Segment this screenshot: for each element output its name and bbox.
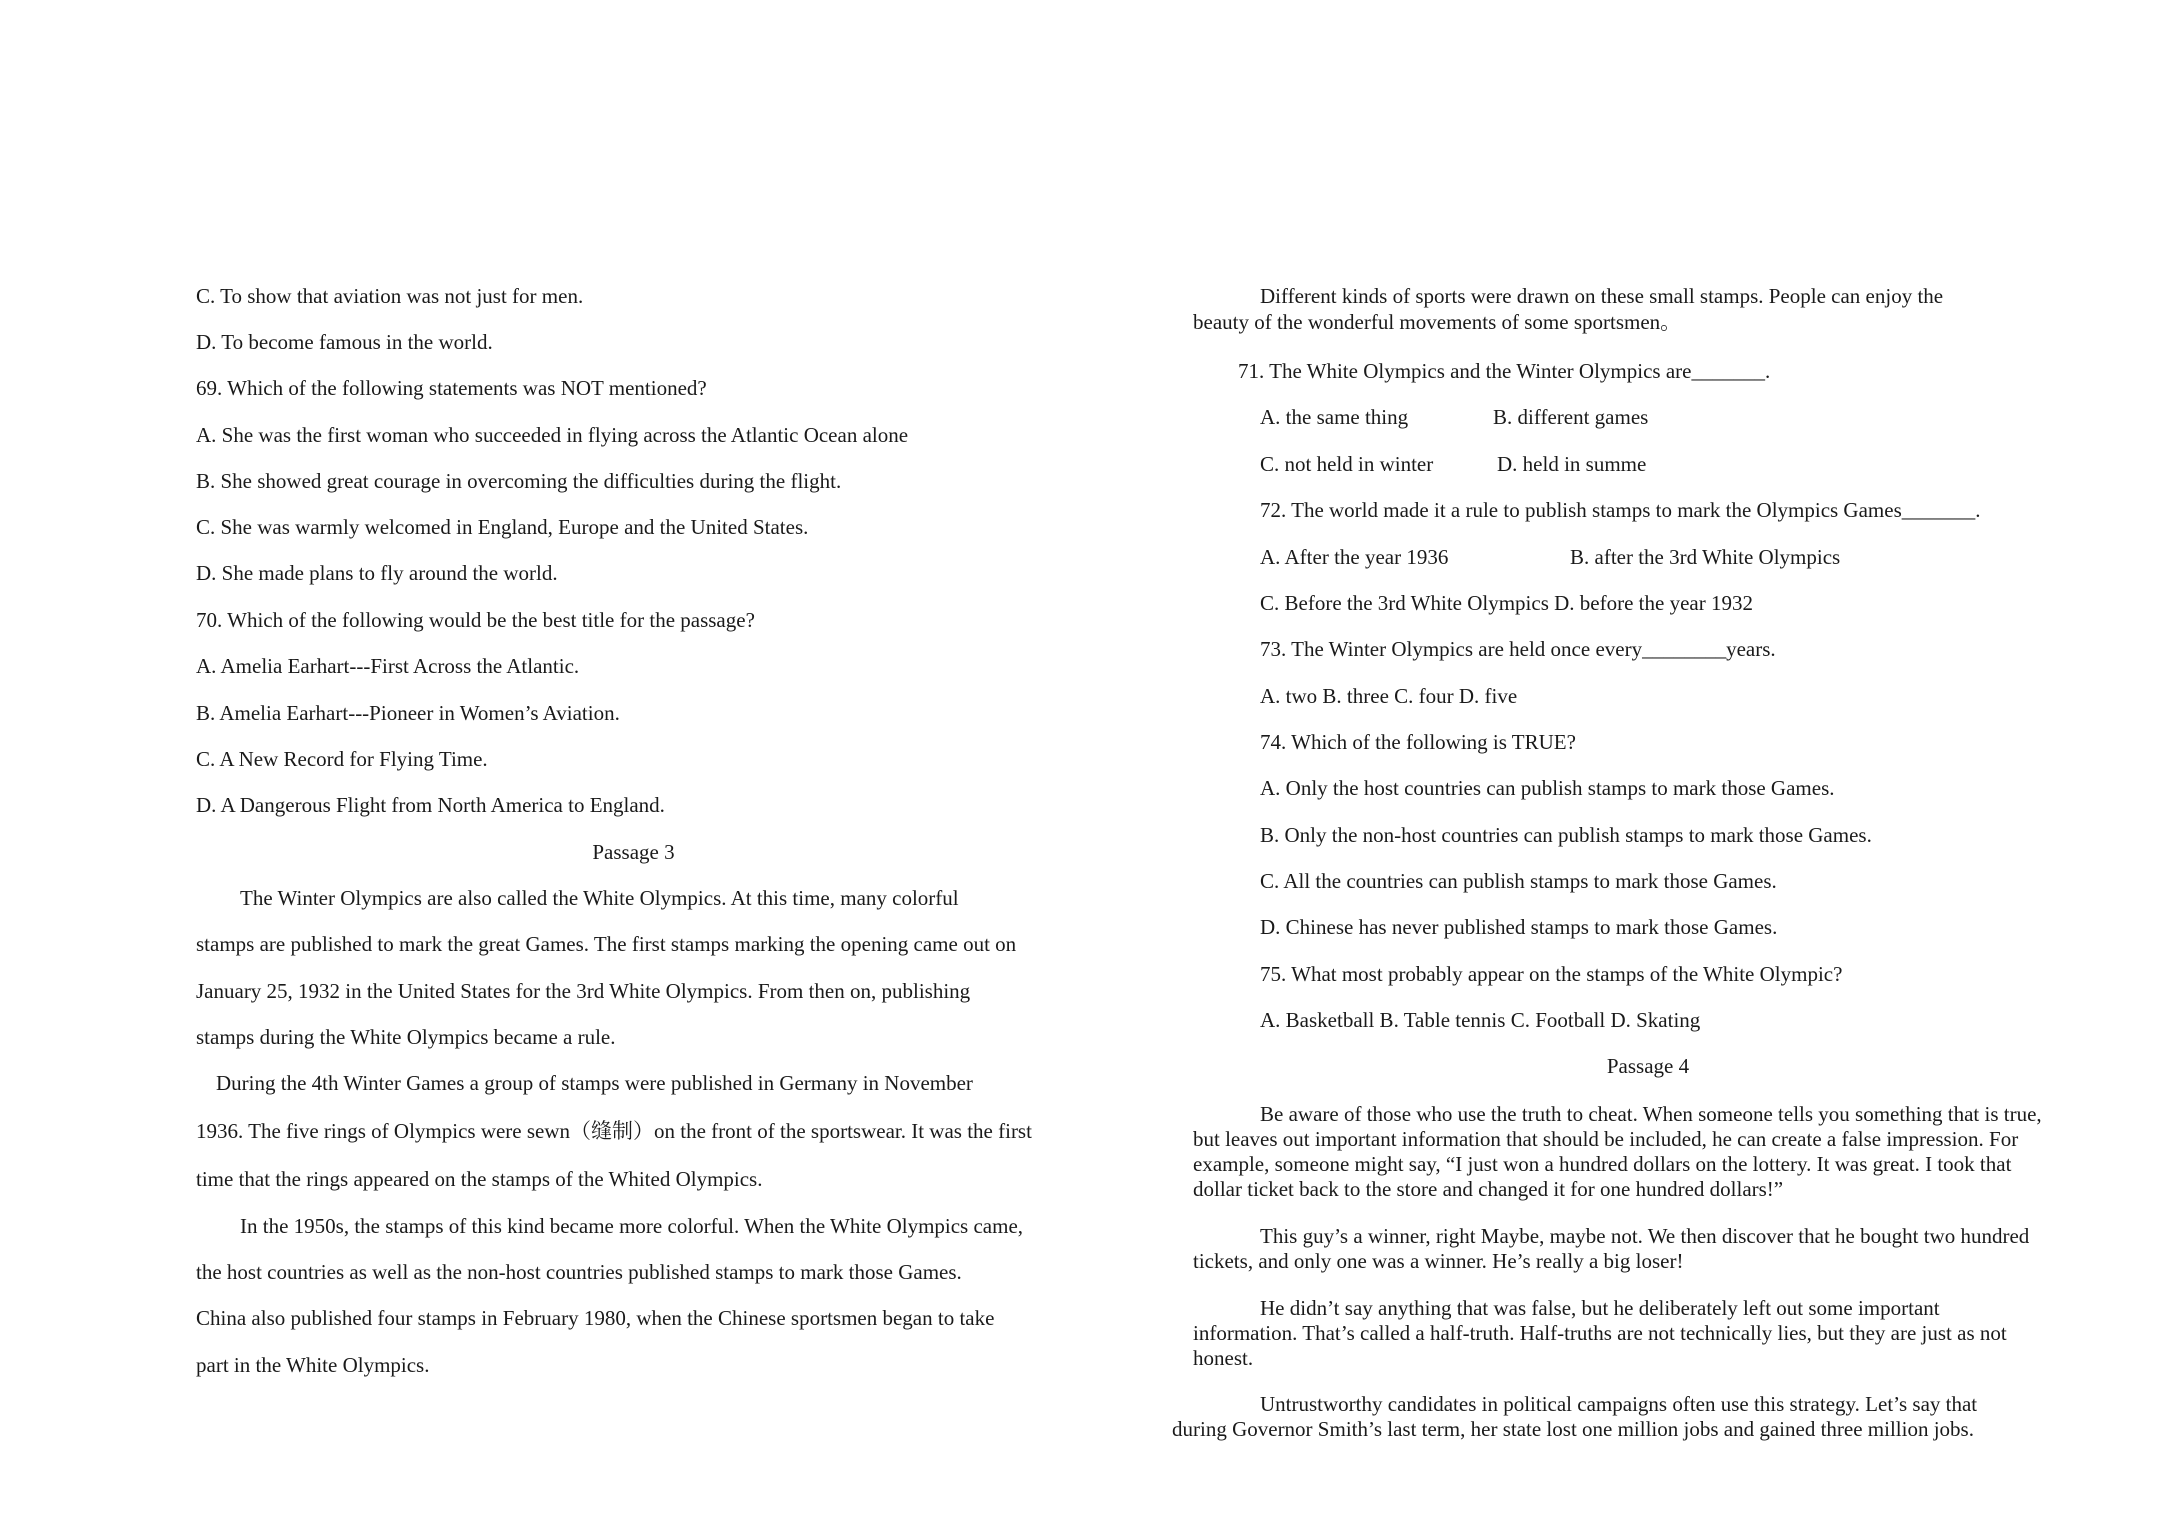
passage3-line: During the 4th Winter Games a group of stamps were published in Germany in November — [216, 1071, 973, 1095]
passage3-line: In the 1950s, the stamps of this kind became more colorful. When the White Olympics came, — [240, 1214, 1024, 1238]
passage4-paragraph: This guy’s a winner, right Maybe, maybe not. We then discover that he bought two hundred tickets, and only one was a winner. He’s really a big loser! — [1193, 1224, 2030, 1273]
q71-option-d: D. held in summe — [1497, 452, 1647, 476]
passage3-line: the host countries as well as the non-host countries published stamps to mark those Games. — [196, 1260, 962, 1284]
q74-option-c: C. All the countries can publish stamps to mark those Games. — [1260, 869, 1777, 893]
passage3-line: part in the White Olympics. — [196, 1353, 430, 1377]
q68-option-d: D. To become famous in the world. — [196, 330, 493, 354]
passage3-title: Passage 3 — [592, 840, 675, 864]
q68-option-c: C. To show that aviation was not just for men. — [196, 284, 584, 308]
q69-option-d: D. She made plans to fly around the world. — [196, 561, 558, 585]
q74-stem: 74. Which of the following is TRUE? — [1260, 730, 1576, 754]
q70-option-c: C. A New Record for Flying Time. — [196, 747, 488, 771]
q69-stem: 69. Which of the following statements was NOT mentioned? — [196, 376, 707, 400]
passage3-line: The Winter Olympics are also called the White Olympics. At this time, many colorful — [240, 886, 959, 910]
passage3-end-line: beauty of the wonderful movements of some sportsmen。 — [1193, 310, 1682, 334]
q72-options-cd: C. Before the 3rd White Olympics D. before the year 1932 — [1260, 591, 1753, 615]
passage3-line: stamps are published to mark the great Games. The first stamps marking the opening came out on — [196, 932, 1017, 956]
passage3-end-line: Different kinds of sports were drawn on these small stamps. People can enjoy the — [1260, 284, 1944, 308]
passage4-paragraph: He didn’t say anything that was false, but he deliberately left out some important information. That’s called a half-truth. Half-truths are not technically lies, but they are just as not honest. — [1193, 1296, 2007, 1370]
passage3-line: time that the rings appeared on the stamps of the Whited Olympics. — [196, 1167, 763, 1191]
q75-stem: 75. What most probably appear on the stamps of the White Olympic? — [1260, 962, 1843, 986]
q71-option-a: A. the same thing — [1260, 405, 1409, 429]
q71-option-c: C. not held in winter — [1260, 452, 1434, 476]
q69-option-a: A. She was the first woman who succeeded in flying across the Atlantic Ocean alone — [196, 423, 909, 447]
q71-option-b: B. different games — [1493, 405, 1649, 429]
passage3-line: 1936. The five rings of Olympics were sewn（缝制）on the front of the sportswear. It was the first — [196, 1119, 1032, 1143]
q73-options: A. two B. three C. four D. five — [1260, 684, 1518, 708]
passage4-paragraph: Untrustworthy candidates in political campaigns often use this strategy. Let’s say that during Governor Smith’s last term, her state lost one million jobs and gained three million jobs. — [1172, 1392, 1978, 1441]
q70-stem: 70. Which of the following would be the best title for the passage? — [196, 608, 755, 632]
q72-option-a: A. After the year 1936 — [1260, 545, 1449, 569]
q70-option-a: A. Amelia Earhart---First Across the Atlantic. — [196, 654, 580, 678]
passage3-line: stamps during the White Olympics became a rule. — [196, 1025, 616, 1049]
q70-option-b: B. Amelia Earhart---Pioneer in Women’s Aviation. — [196, 701, 620, 725]
q70-option-d: D. A Dangerous Flight from North America to England. — [196, 793, 665, 817]
passage4-paragraph: Be aware of those who use the truth to cheat. When someone tells you something that is true, but leaves out important information that should be included, he can create a false impression. For example, someone might say, “I just won a hundred dollars on the lottery. It was great. I took that dollar ticket back to the store and changed it for one hundred dollars!” — [1193, 1102, 2042, 1201]
passage4-title: Passage 4 — [1606, 1054, 1690, 1078]
passage3-line: China also published four stamps in February 1980, when the Chinese sportsmen began to take — [196, 1306, 995, 1330]
q72-option-b: B. after the 3rd White Olympics — [1570, 545, 1841, 569]
q74-option-b: B. Only the non-host countries can publish stamps to mark those Games. — [1260, 823, 1872, 847]
q75-options: A. Basketball B. Table tennis C. Football D. Skating — [1260, 1008, 1701, 1032]
q69-option-c: C. She was warmly welcomed in England, Europe and the United States. — [196, 515, 809, 539]
q71-stem: 71. The White Olympics and the Winter Olympics are_______. — [1238, 359, 1771, 383]
q72-stem: 72. The world made it a rule to publish stamps to mark the Olympics Games_______. — [1260, 498, 1981, 522]
q74-option-a: A. Only the host countries can publish stamps to mark those Games. — [1260, 776, 1835, 800]
q73-stem: 73. The Winter Olympics are held once every________years. — [1260, 637, 1776, 661]
passage3-line: January 25, 1932 in the United States for the 3rd White Olympics. From then on, publishing — [196, 979, 971, 1003]
q69-option-b: B. She showed great courage in overcoming the difficulties during the flight. — [196, 469, 842, 493]
q74-option-d: D. Chinese has never published stamps to mark those Games. — [1260, 915, 1778, 939]
